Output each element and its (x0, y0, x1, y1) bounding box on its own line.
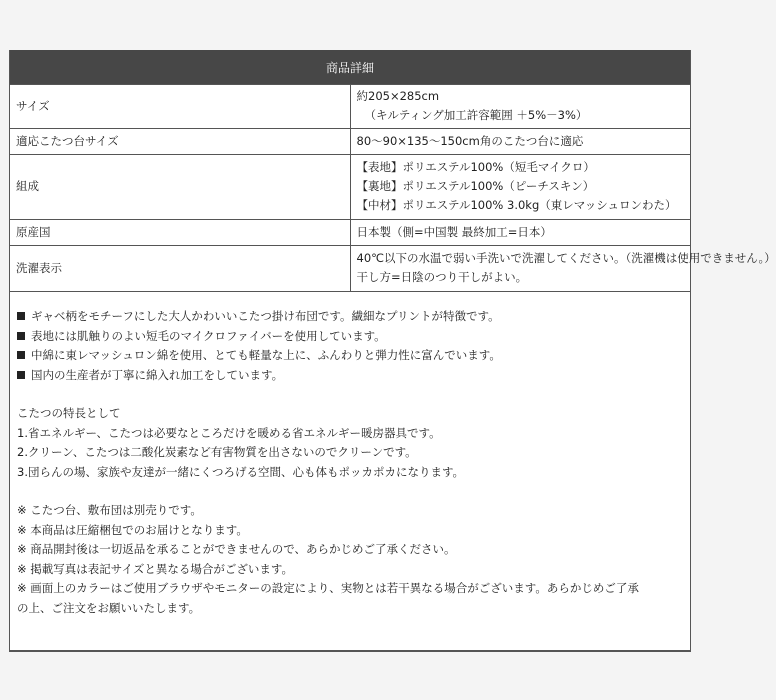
bullet-square-icon (17, 332, 25, 340)
value-line: 80～90×135～150cm角のこたつ台に適応 (356, 133, 584, 148)
note-line: の上、ご注文をお願いいたします。 (17, 600, 201, 615)
note-line: ※ 本商品は圧縮梱包でのお届けとなります。 (17, 522, 248, 537)
bullet-square-icon (17, 371, 25, 379)
row-value-origin (350, 220, 690, 246)
list-item: 1.省エネルギー、こたつは必要なところだけを暖める省エネルギー暖房器具です。 (17, 425, 441, 440)
value-line: 【裏地】ポリエステル100%（ピーチスキン） (356, 179, 595, 193)
row-label-size: サイズ (10, 85, 350, 129)
spec-table (10, 50, 776, 292)
bullet-square-icon (17, 312, 25, 320)
value-line: 【中材】ポリエステル100% 3.0kg（東レマッシュロンわた） (356, 198, 677, 212)
product-detail-panel (9, 50, 776, 652)
list-item: 中綿に東レマッシュロン綿を使用、とても軽量な上に、ふんわりと弾力性に富んでいます。 (17, 346, 684, 366)
kotatsu-features (17, 404, 684, 482)
table-row (10, 85, 690, 129)
row-value-washing (350, 246, 776, 292)
section-title: こたつの特長として (17, 406, 121, 420)
list-item: 2.クリーン、こたつは二酸化炭素など有害物質を出さないのでクリーンです。 (17, 445, 417, 459)
row-label-origin: 原産国 (10, 220, 350, 246)
note-line: ※ こたつ台、敷布団は別売りです。 (17, 503, 202, 517)
table-row (10, 246, 690, 292)
bullet-square-icon (17, 351, 25, 359)
value-line: 日本製（側=中国製 最終加工=日本） (356, 224, 552, 239)
note-line: ※ 画面上のカラーはご使用ブラウザやモニターの設定により、実物とは若干異なる場合がございます。あらかじめご了承 (17, 581, 639, 595)
list-item: 3.団らんの場、家族や友達が一緒にくつろげる空間、心も体もポッカポカになります。 (17, 464, 465, 479)
note-line: ※ 掲載写真は表記サイズと異なる場合がございます。 (17, 561, 293, 576)
table-row (10, 155, 690, 220)
description (10, 292, 690, 618)
value-line: 約205×285cm (356, 89, 440, 103)
note-line: ※ 商品開封後は一切返品を承ることができませんので、あらかじめご了承ください。 (17, 542, 456, 556)
value-line: 40℃以下の水温で弱い手洗いで洗濯してください。（洗濯機は使用できません。） (356, 251, 776, 265)
value-line: 干し方=日陰のつり干しがよい。 (356, 270, 528, 284)
row-value-table-size (350, 129, 690, 155)
table-row (10, 129, 690, 155)
row-label-composition: 組成 (10, 155, 350, 220)
row-value-composition (350, 155, 690, 220)
row-value-size (350, 85, 690, 129)
row-label-washing: 洗濯表示 (10, 246, 350, 292)
table-row (10, 220, 690, 246)
value-line: 【表地】ポリエステル100%（短毛マイクロ） (356, 160, 595, 174)
row-label-table-size: 適応こたつ台サイズ (10, 129, 350, 155)
feature-list (17, 307, 684, 385)
table-header: 商品詳細 (10, 50, 690, 85)
list-item: 国内の生産者が丁寧に綿入れ加工をしています。 (17, 366, 684, 386)
notes (17, 501, 684, 618)
value-line: （キルティング加工許容範囲 ＋5%－3%） (364, 108, 588, 122)
list-item: 表地には肌触りのよい短毛のマイクロファイバーを使用しています。 (17, 327, 684, 347)
list-item: ギャベ柄をモチーフにした大人かわいいこたつ掛け布団です。繊細なプリントが特徴です。 (17, 307, 684, 327)
